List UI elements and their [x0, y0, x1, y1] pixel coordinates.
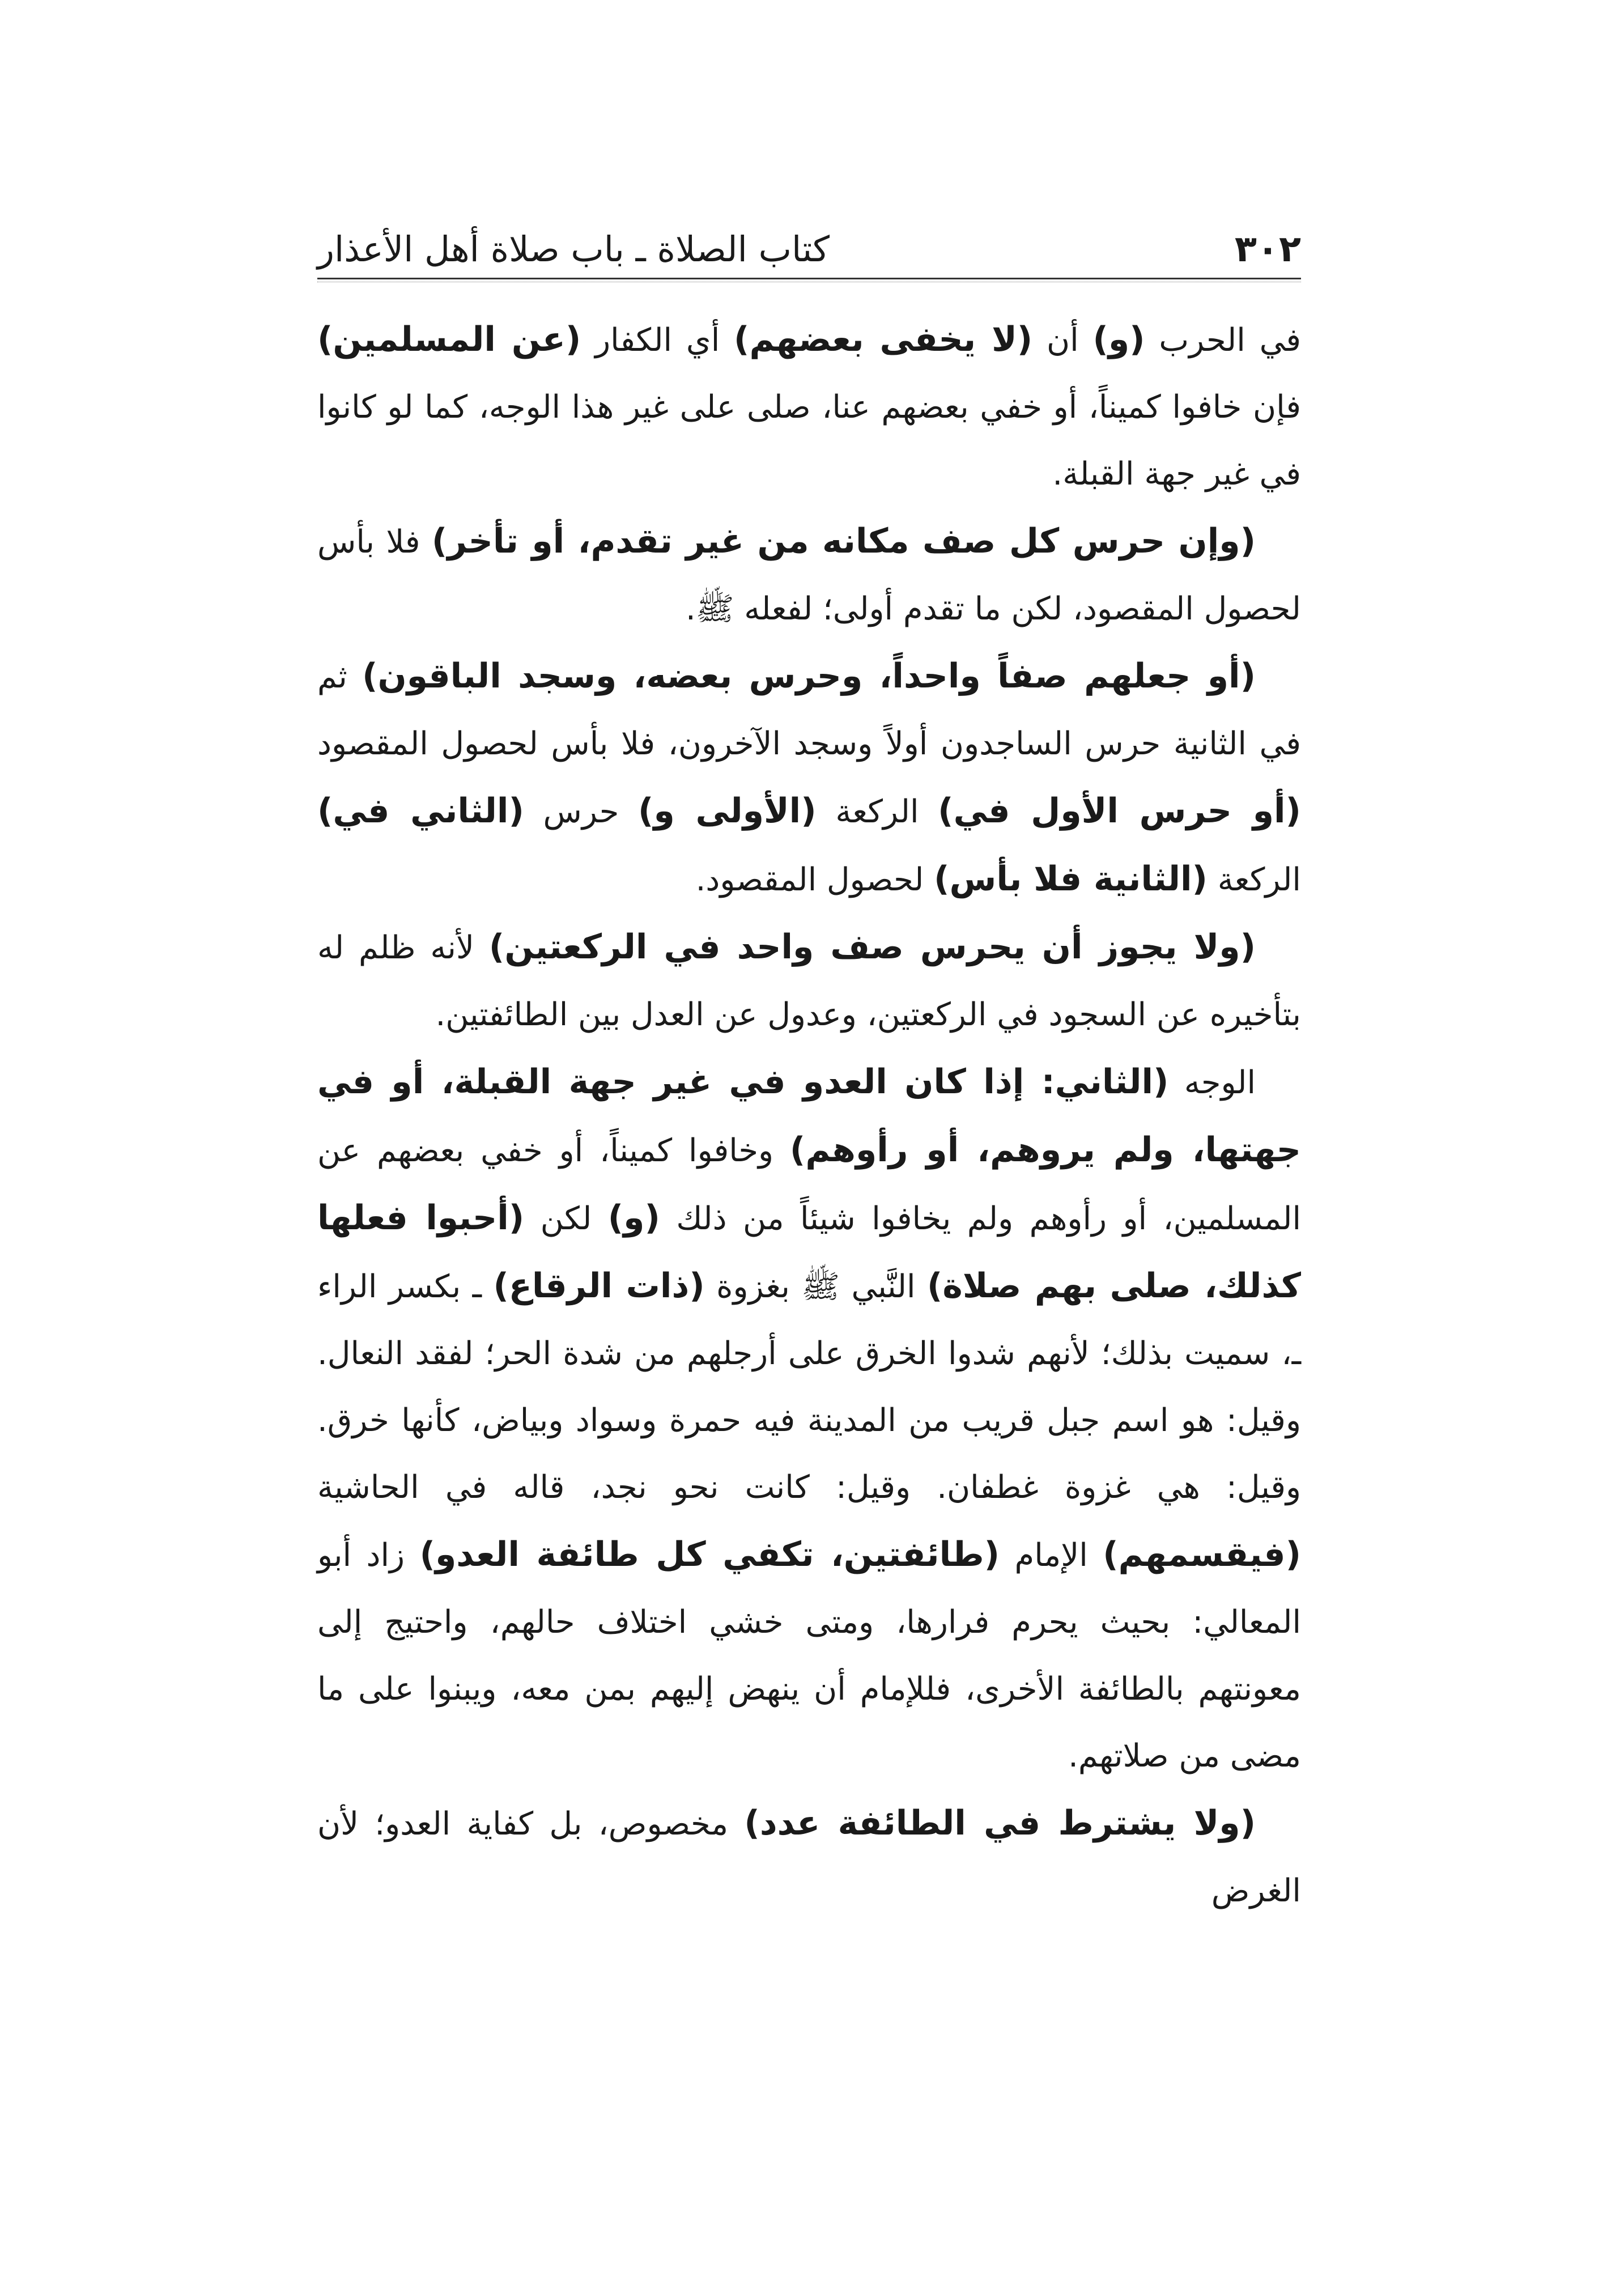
body-text	[317, 306, 1301, 1925]
text-segment: أن	[1032, 322, 1093, 359]
bold-segment: (ذات الرقاع)	[493, 1266, 705, 1306]
bold-segment: (لا يخفى بعضهم)	[734, 320, 1033, 359]
paragraph-3	[317, 643, 1301, 914]
text-segment: ثم في الثانية حرس الساجدون أولاً وسجد الآخرون، فلا بأس لحصول المقصود	[317, 659, 1301, 762]
text-segment: لأنه ظلم له بتأخيره عن السجود في الركعتين، وعدول عن العدل بين الطائفتين.	[317, 929, 1301, 1033]
text-segment: لحصول المقصود.	[695, 861, 934, 898]
text-segment: الوجه	[1168, 1064, 1256, 1101]
bold-segment: (الأولى و)	[638, 791, 817, 831]
page-number: ٣٠٢	[1234, 228, 1301, 270]
bold-segment: (أحبوا فعلها كذلك، صلى بهم صلاة)	[317, 1198, 1302, 1306]
paragraph-5	[317, 1048, 1301, 1790]
running-head: كتاب الصلاة ـ باب صلاة أهل الأعذار	[317, 228, 830, 270]
text-segment: الركعة	[1207, 861, 1301, 898]
bold-segment: (الثاني في)	[317, 791, 524, 831]
paragraph-2	[317, 508, 1301, 643]
page-header	[317, 227, 1301, 272]
text-segment: الركعة	[816, 793, 938, 830]
bold-segment: (فيقسمهم)	[1103, 1535, 1301, 1574]
bold-segment: (أو جعلهم صفاً واحداً، وحرس بعضه، وسجد الباقون)	[362, 656, 1256, 696]
text-segment: النَّبي ﷺ بغزوة	[704, 1268, 927, 1305]
bold-segment: (و)	[607, 1198, 660, 1238]
bold-segment: (أو حرس الأول في)	[938, 791, 1301, 831]
bold-segment: (طائفتين، تكفي كل طائفة العدو)	[419, 1535, 1000, 1574]
text-segment: في الحرب	[1145, 322, 1302, 359]
bold-segment: (ولا يشترط في الطائفة عدد)	[744, 1803, 1256, 1843]
bold-segment: (عن المسلمين)	[317, 320, 581, 359]
text-segment: لكن	[524, 1200, 608, 1237]
text-segment: وخافوا كميناً، أو خفي بعضهم عن المسلمين، أو رأوهم ولم يخافوا شيئاً من ذلك	[317, 1132, 1302, 1237]
text-segment: فإن خافوا كميناً، أو خفي بعضهم عنا، صلى على غير هذا الوجه، كما لو كانوا في غير جهة القبلة.	[317, 389, 1301, 492]
header-rule	[317, 278, 1301, 282]
bold-segment: (وإن حرس كل صف مكانه من غير تقدم، أو تأخر)	[431, 521, 1256, 561]
text-segment: الإمام	[1000, 1537, 1103, 1574]
paragraph-6	[317, 1790, 1301, 1925]
text-segment: مخصوص، بل كفاية العدو؛ لأن الغرض	[317, 1806, 1301, 1909]
bold-segment: (ولا يجوز أن يحرس صف واحد في الركعتين)	[488, 927, 1256, 967]
text-segment: حرس	[524, 793, 639, 830]
bold-segment: (و)	[1092, 320, 1145, 359]
text-segment: فلا بأس لحصول المقصود، لكن ما تقدم أولى؛ لفعله ﷺ.	[317, 524, 1301, 627]
bold-segment: (الثانية فلا بأس)	[934, 859, 1208, 899]
text-segment: ـ بكسر الراء ـ، سميت بذلك؛ لأنهم شدوا الخرق على أرجلهم من شدة الحر؛ لفقد النعال. وقيل: هو اسم جبل قريب من المدينة فيه حمرة وسواد وبياض، كأنها خرق. وقيل: هي غزوة غطفان. وقيل: كانت نحو نجد، قاله في الحاشية	[317, 1268, 1301, 1506]
bold-segment: (الثاني: إذا كان العدو في غير جهة القبلة، أو في جهتها، ولم يروهم، أو رأوهم)	[317, 1062, 1301, 1170]
text-segment: زاد أبو المعالي: بحيث يحرم فرارها، ومتى خشي اختلاف حالهم، واحتيج إلى معونتهم بالطائفة الأخرى، فللإمام أن ينهض إليهم بمن معه، ويبنوا على ما مضى من صلاتهم.	[317, 1537, 1301, 1774]
paragraph-4	[317, 914, 1301, 1048]
text-segment: أي الكفار	[581, 322, 734, 359]
paragraph-1	[317, 306, 1301, 508]
